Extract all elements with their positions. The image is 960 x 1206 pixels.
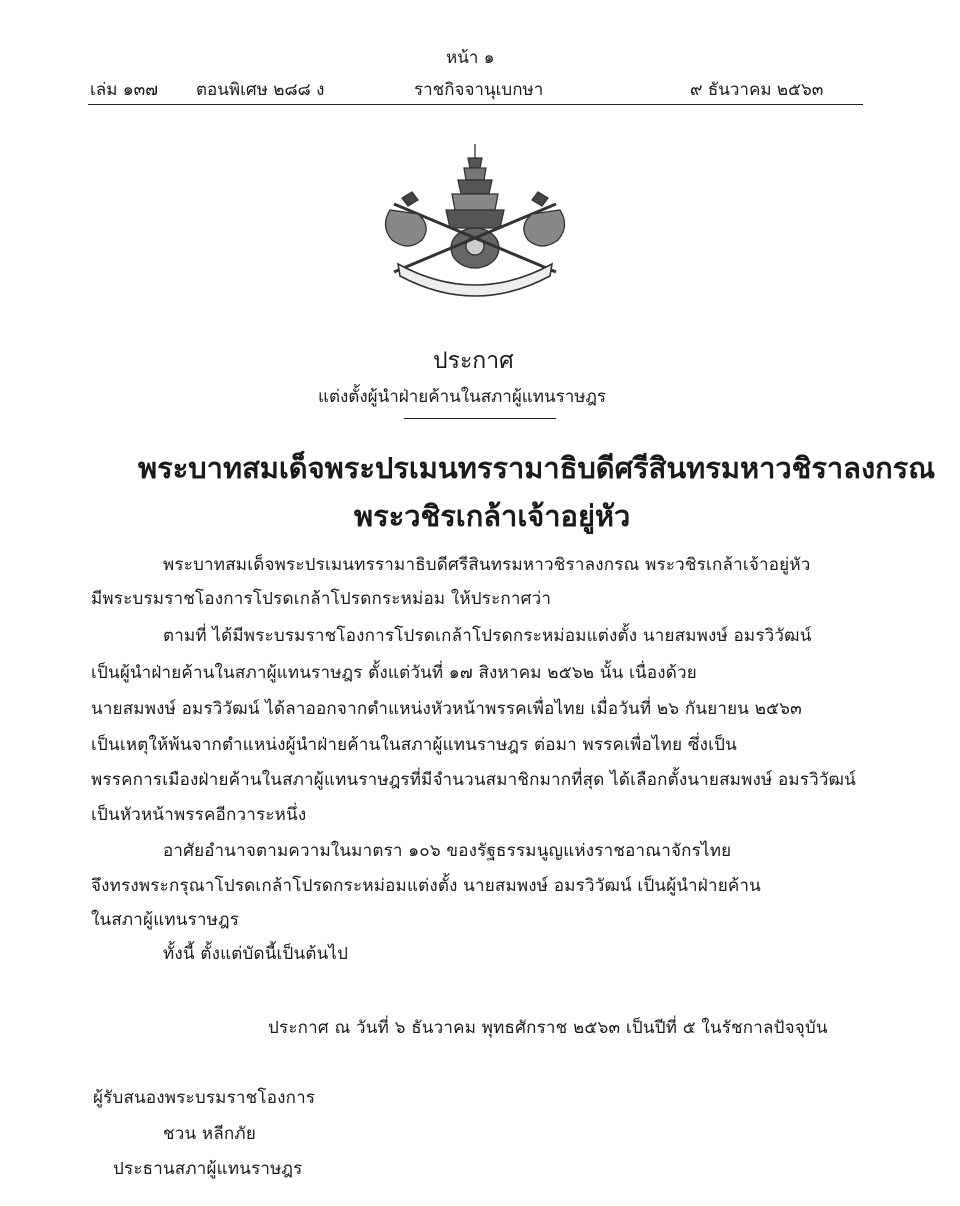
paragraph-1-line-1: พระบาทสมเด็จพระปรเมนทรรามาธิบดีศรีสินทรมหาวชิราลงกรณ พระวชิรเกล้าเจ้าอยู่หัว — [163, 555, 811, 575]
royal-seal-emblem — [372, 140, 578, 310]
countersign-label: ผู้รับสนองพระบรมราชโองการ — [93, 1088, 316, 1108]
publication-date: ๙ ธันวาคม ๒๕๖๓ — [690, 80, 824, 100]
royal-name-line-2: พระวชิรเกล้าเจ้าอยู่หัว — [354, 499, 631, 533]
paragraph-3-line-3: ในสภาผู้แทนราษฎร — [91, 910, 240, 930]
section-number: ตอนพิเศษ ๒๘๘ ง — [196, 80, 325, 100]
paragraph-2-line-3: นายสมพงษ์ อมรวิวัฒน์ ได้ลาออกจากตำแหน่งหัวหน้าพรรคเพื่อไทย เมื่อวันที่ ๒๖ กันยายน ๒๕๖๓ — [91, 699, 802, 719]
announcement-title: ประกาศ — [433, 348, 514, 374]
royal-name-line-1: พระบาทสมเด็จพระปรเมนทรรามาธิบดีศรีสินทรมหาวชิราลงกรณ — [138, 451, 936, 485]
header-rule — [88, 104, 863, 105]
paragraph-2-line-6: เป็นหัวหน้าพรรคอีกวาระหนึ่ง — [91, 805, 307, 825]
page-number: หน้า ๑ — [446, 48, 495, 68]
paragraph-4: ทั้งนี้ ตั้งแต่บัดนี้เป็นต้นไป — [163, 944, 349, 964]
paragraph-2-line-4: เป็นเหตุให้พ้นจากตำแหน่งผู้นำฝ่ายค้านในสภาผู้แทนราษฎร ต่อมา พรรคเพื่อไทย ซึ่งเป็น — [91, 735, 737, 755]
title-underline — [404, 418, 556, 419]
paragraph-2-line-5: พรรคการเมืองฝ่ายค้านในสภาผู้แทนราษฎรที่มีจำนวนสมาชิกมากที่สุด ได้เลือกตั้งนายสมพงษ์ อมรวิวัฒน์ — [91, 770, 857, 790]
countersign-name: ชวน หลีกภัย — [163, 1124, 256, 1144]
announcement-subtitle: แต่งตั้งผู้นำฝ่ายค้านในสภาผู้แทนราษฎร — [318, 387, 606, 407]
dated-line: ประกาศ ณ วันที่ ๖ ธันวาคม พุทธศักราช ๒๕๖๓ เป็นปีที่ ๕ ในรัชกาลปัจจุบัน — [268, 1018, 828, 1038]
paragraph-2-line-2: เป็นผู้นำฝ่ายค้านในสภาผู้แทนราษฎร ตั้งแต่วันที่ ๑๗ สิงหาคม ๒๕๖๒ นั้น เนื่องด้วย — [91, 663, 697, 683]
paragraph-3-line-1: อาศัยอำนาจตามความในมาตรา ๑๐๖ ของรัฐธรรมนูญแห่งราชอาณาจักรไทย — [163, 841, 732, 861]
paragraph-2-line-1: ตามที่ ได้มีพระบรมราชโองการโปรดเกล้าโปรดกระหม่อมแต่งตั้ง นายสมพงษ์ อมรวิวัฒน์ — [163, 626, 812, 646]
paragraph-1-line-2: มีพระบรมราชโองการโปรดเกล้าโปรดกระหม่อม ให้ประกาศว่า — [91, 589, 552, 609]
countersign-position: ประธานสภาผู้แทนราษฎร — [113, 1159, 303, 1179]
publication-name: ราชกิจจานุเบกษา — [414, 80, 544, 100]
volume-number: เล่ม ๑๓๗ — [90, 80, 159, 100]
paragraph-3-line-2: จึงทรงพระกรุณาโปรดเกล้าโปรดกระหม่อมแต่งตั้ง นายสมพงษ์ อมรวิวัฒน์ เป็นผู้นำฝ่ายค้าน — [91, 876, 761, 896]
